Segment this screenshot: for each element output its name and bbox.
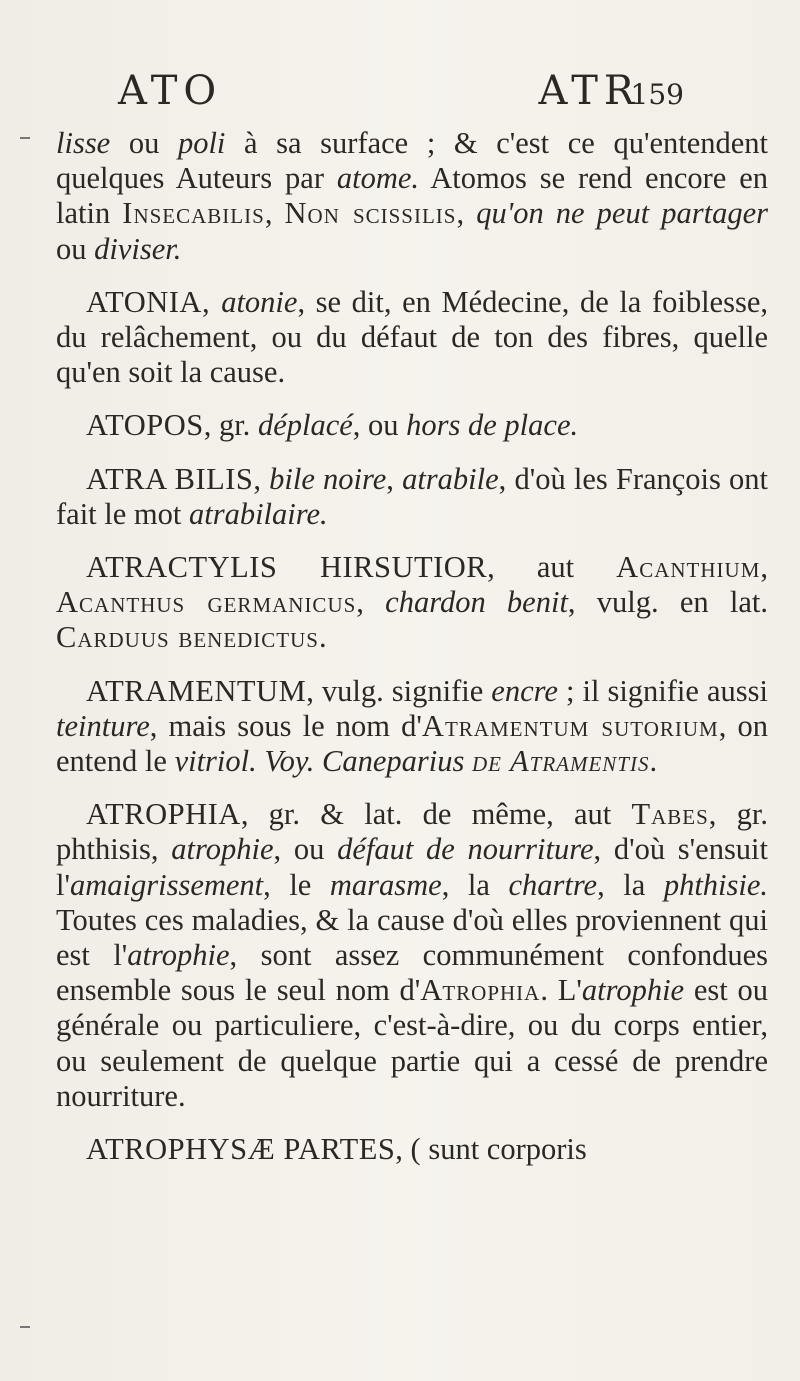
- entry-text-run: , on entend le: [56, 708, 769, 779]
- entry-text-run: , d'où les François ont fait le mot: [56, 461, 769, 531]
- entry-text-run: teinture: [56, 708, 150, 743]
- entry-text-run: est ou générale ou particuliere, c'est-à-dire, ou du corps entier, ou seulement de quelque partie qui a cessé de prendre nourriture.: [56, 973, 768, 1113]
- entry-text-run: atonie: [221, 284, 298, 319]
- entry-text-run: , la: [597, 867, 664, 902]
- entry-text-run: Toutes ces maladies, & la cause d'où elles proviennent qui est l': [56, 902, 768, 973]
- entry-atractylis: [56, 550, 768, 656]
- entry-text-run: atrabilaire.: [188, 496, 328, 531]
- entry-text-run: , aut: [487, 550, 617, 585]
- entry-text-run: , mais sous le nom d': [149, 708, 422, 743]
- entry-text-run: ,: [356, 585, 386, 620]
- entry-text-run: atrabile: [402, 461, 499, 496]
- entry-atopos: [56, 408, 768, 443]
- entry-text-run: chardon benit: [385, 585, 568, 620]
- entry-text-run: poli: [177, 126, 226, 160]
- entry-text-run: chartre: [508, 867, 598, 902]
- entry-headword: ATRA BILIS: [86, 461, 254, 496]
- entry-text-run: , d'où s'ensuit l': [56, 832, 769, 902]
- entry-text-run: trophia: [442, 973, 541, 1008]
- entry-text-run: défaut de nourriture: [337, 832, 594, 867]
- entry-text-run: , gr. phthisis,: [56, 797, 768, 867]
- entry-text-run: marasme: [329, 867, 442, 902]
- entry-text-run: .: [318, 620, 327, 655]
- entry-atonia: [56, 285, 768, 391]
- entry-text-run: , gr. & lat. de même, aut: [240, 797, 632, 832]
- entry-text-run: , ou: [352, 408, 407, 443]
- entry-atra-bilis: [56, 462, 768, 532]
- entry-text-run: vitriol. Voy. Caneparius: [174, 744, 465, 779]
- entry-text-run: Tabes: [631, 797, 709, 832]
- entry-text-run: , se dit, en Médecine, de la foiblesse, du relâchement, ou du défaut de ton des fibres, quelle qu'en soit la cause.: [56, 284, 768, 390]
- entry-text-run: . L': [540, 973, 582, 1008]
- entry-text-run: ,: [760, 550, 768, 585]
- entry-text-run: , la: [441, 867, 509, 902]
- entry-text-run: déplacé: [257, 408, 353, 443]
- header-right-word: ATR: [538, 68, 640, 114]
- entry-atrophia: [56, 797, 768, 1114]
- entry-headword: ATOPOS: [86, 408, 204, 443]
- entry-text-run: [464, 744, 472, 778]
- entry-text-run: phthisie.: [663, 867, 769, 902]
- entry-text-run: , ( sunt corporis: [395, 1132, 587, 1167]
- entry-text-run: atrophie: [171, 832, 274, 867]
- entry-text-run: ,: [456, 196, 477, 231]
- entry-text-run: ou: [110, 126, 178, 160]
- entry-text-run: lisse: [56, 126, 111, 160]
- entry-text-run: encre: [491, 673, 558, 708]
- entry-text-run: , gr.: [203, 408, 258, 443]
- entry-headword: ATRAMENTUM: [86, 673, 307, 708]
- entry-text-run: Acanthium: [616, 550, 761, 585]
- entry-atrophysae: [56, 1132, 768, 1167]
- entry-text-run: ,: [386, 461, 403, 496]
- entry-text-run: atome.: [336, 161, 420, 196]
- dictionary-text: [56, 126, 768, 1167]
- entry-headword: ATROPHYSÆ PARTES: [86, 1132, 396, 1167]
- entry-headword: ATRACTYLIS HIRSUTIOR: [86, 550, 488, 585]
- running-header: [118, 68, 684, 118]
- margin-mark: [20, 137, 30, 139]
- entry-text-run: Non scissilis: [284, 196, 457, 231]
- entry-text-run: ou: [56, 231, 95, 266]
- entry-text-run: , vulg. signifie: [306, 673, 492, 708]
- entry-text-run: , sont assez communément confondues ensemble sous le seul nom d'A: [56, 938, 768, 1008]
- entry-text-run: , le: [263, 867, 330, 902]
- margin-mark: [20, 1326, 30, 1328]
- header-left-word: ATO: [118, 68, 223, 114]
- entry-text-run: ; il signifie aussi: [557, 673, 768, 708]
- entry-text-run: Carduus benedictus: [56, 620, 319, 655]
- entry-text-run: , vulg. en lat.: [567, 585, 769, 620]
- entry-text-run: .: [649, 744, 658, 779]
- entry-atramentum: [56, 674, 768, 780]
- entry-text-run: bile noire: [269, 461, 387, 496]
- entry-text-run: qu'on ne peut partager: [476, 196, 768, 231]
- entry-text-run: ,: [264, 196, 285, 231]
- entry-text-run: à sa surface ; & c'est ce qu'entendent quelques Auteurs par: [56, 126, 768, 196]
- entry-text-run: Insecabilis: [122, 196, 265, 231]
- entry-text-run: Atomos se rend encore en latin: [56, 161, 768, 231]
- entry-text-run: diviser.: [94, 231, 182, 266]
- page-number: 159: [630, 78, 684, 111]
- entry-headword: ATONIA,: [86, 284, 222, 319]
- entry-text-run: , ou: [273, 832, 338, 867]
- entry-text-run: atrophie: [581, 973, 685, 1008]
- entry-text-run: atrophie: [127, 938, 230, 973]
- entry-headword: ATROPHIA: [86, 797, 241, 832]
- entry-atomos-cont: [56, 126, 768, 267]
- entry-text-run: Atramentum sutorium: [421, 708, 719, 743]
- entry-text-run: amaigrissement: [69, 867, 264, 902]
- entry-text-run: Acanthus germanicus: [56, 585, 357, 620]
- entry-text-run: de Atramentis: [471, 744, 650, 779]
- entry-text-run: ,: [253, 461, 270, 496]
- entry-text-run: hors de place.: [406, 408, 579, 443]
